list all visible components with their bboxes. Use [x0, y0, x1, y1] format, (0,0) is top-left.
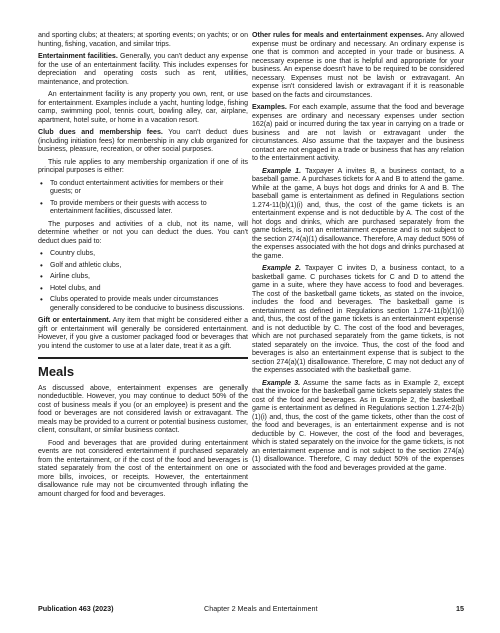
club-rule-paragraph: This rule applies to any membership organization if one of its principal purposes is either:	[38, 158, 248, 174]
gift-or-entertainment-text: Any item that might be considered either a gift or entertainment will generally be considered entertainment. However, if you give a customer packaged food or beverages that you intend the customer to use at a later date, treat it as a gift.	[38, 317, 248, 350]
section-divider	[38, 357, 248, 359]
club-purposes-paragraph: The purposes and activities of a club, not its name, will determine whether or not you can deduct the dues. You can't deduct dues paid to:	[38, 220, 248, 245]
left-column	[38, 32, 248, 503]
meals-section-title: Meals	[38, 363, 75, 379]
entertainment-facility-definition: An entertainment facility is any property you own, rent, or use for entertainment. Examples include a yacht, hunting lodge, fishing camp, swimming pool, tennis court, bowling alley, car, airplane, apartment, hotel suite, or home in a vacation resort.	[38, 91, 248, 124]
example-1-paragraph	[252, 168, 464, 262]
list-item: • Country clubs,	[38, 250, 248, 259]
list-item: • Golf and athletic clubs,	[38, 262, 248, 271]
chapter-label: Chapter 2 Meals and Entertainment	[204, 604, 318, 613]
example-3-label: Example 3.	[262, 379, 301, 387]
club-dues-text: You can't deduct dues (including initiation fees) for membership in any club organized for business, pleasure, recreation, or other social purposes.	[38, 129, 248, 153]
list-item: • To conduct entertainment activities for members or their guests; or	[38, 180, 248, 197]
meals-paragraph-2: Food and beverages that are provided during entertainment events are not considered entertainment if purchased separately from the entertainment, or if the cost of the food and beverages is stated separately from the cost of the entertainment on one or more bills, invoices, or receipts. However, the entertainment disallowance rule may not be circumvented through inflating the amount charged for food and beverages.	[38, 439, 248, 498]
other-rules-text: Any allowed expense must be ordinary and necessary. An ordinary expense is one that is common and accepted in your trade or business. A necessary expense is one that is helpful and appropriate for your business. An expense doesn't have to be required to be considered necessary. Expenses must not be lavish or extravagant. An expense isn't considered lavish or extravagant if it is reasonable based on the facts and circumstances.	[252, 32, 464, 99]
publication-label: Publication 463 (2023)	[38, 604, 114, 613]
club-dues-heading: Club dues and membership fees.	[38, 129, 163, 136]
example-2-text: Taxpayer C invites D, a business contact, to a basketball game. C purchases tickets for C and D to attend the game in a suite, where they have access to food and beverages. The cost of the basketball game tickets, as stated on the invoice, includes the food and beverages. The basketball game is entertainment as defined in Regulations section 1.274-11(b)(1)(i) and, thus, the cost of the game tickets is an entertainment expense and is not deductible by C. The cost of the food and beverages, which are not purchased separately from the game tickets, is not stated separately on the invoice. Thus, the cost of the food and beverages is also an entertainment expense that is subject to the section 274(a)(1) disallowance. Therefore, C may not deduct any of the expenses associated with the basketball game.	[252, 265, 464, 374]
example-3-paragraph	[252, 380, 464, 474]
club-purpose-list	[38, 180, 248, 217]
example-2-label: Example 2.	[262, 265, 301, 272]
example-2-paragraph	[252, 265, 464, 376]
right-column	[252, 32, 464, 477]
example-3-text: Assume the same facts as in Example 2, except that the invoice for the basketball game tickets separately states the cost of the food and beverages. As in Example 2, the basketball game is entertainment as defined in Regulations section 1.274-2(b)(1)(i) and, thus, the cost of the game tickets, other than the cost of the food and beverages, is an entertainment expense and is not deductible by C. However, the cost of the food and beverages, which is stated separately on the invoice for the game tickets, is not an entertainment expense and is not subject to the section 274(a)(1) disallowance. Therefore, C may deduct 50% of the expenses associated with the food and beverages provided at the game.	[252, 379, 464, 472]
example-1-label: Example 1.	[262, 167, 302, 175]
list-item: • Clubs operated to provide meals under circumstances generally considered to be conducive to business discussions.	[38, 296, 248, 313]
examples-paragraph	[252, 104, 464, 164]
page-number: 15	[456, 604, 464, 613]
entertainment-facilities-heading: Entertainment facilities.	[38, 53, 118, 60]
entertainment-facilities-paragraph	[38, 53, 248, 87]
examples-text: For each example, assume that the food and beverage expenses are ordinary and necessary expenses under section 162(a) paid or incurred during the tax year in carrying on a trade or business and are not lavish or extravagant under the circumstances. Also assume that the taxpayer and the business contact are not engaged in a trade or business that has any relation to the entertainment activity.	[252, 104, 464, 162]
club-dues-paragraph	[38, 129, 248, 155]
list-item: • To provide members or their guests with access to entertainment facilities, discussed later.	[38, 200, 248, 217]
other-rules-paragraph	[252, 32, 464, 100]
gift-or-entertainment-paragraph	[38, 317, 248, 351]
continued-paragraph: and sporting clubs; at theaters; at sporting events; on yachts; or on hunting, fishing, vacation, and similar trips.	[38, 32, 248, 48]
other-rules-heading: Other rules for meals and entertainment expenses.	[252, 32, 424, 39]
meals-paragraph-1: As discussed above, entertainment expenses are generally nondeductible. However, you may continue to deduct 50% of the cost of business meals if you (or an employee) is present and the food or beverages are not considered lavish or extravagant. The meals may be provided to a current or potential business customer, client, consultant, or similar business contact.	[38, 384, 248, 434]
examples-heading: Examples.	[252, 104, 287, 111]
club-type-list	[38, 250, 248, 313]
gift-or-entertainment-heading: Gift or entertainment.	[38, 317, 111, 324]
list-item: • Airline clubs,	[38, 273, 248, 282]
list-item: • Hotel clubs, and	[38, 285, 248, 294]
entertainment-facilities-text: Generally, you can't deduct any expense for the use of an entertainment facility. This includes expenses for depreciation and operating costs such as rent, utilities, maintenance, and protection.	[38, 53, 248, 86]
example-1-text: Taxpayer A invites B, a business contact, to a baseball game. A purchases tickets for A and B to attend the game. While at the game, A buys hot dogs and drinks for A and B. The baseball game is entertainment as defined in Regulations section 1.274-11(b)(1)(i) and, thus, the cost of the game tickets is an entertainment expense and is not deductible by A. The cost of the hot dogs and drinks, which are purchased separately from the game tickets, is not an entertainment expense and is not subject to the section 274(a)(1) disallowance. Therefore, A may deduct 50% of the expenses associated with the hot dogs and drinks purchased at the game.	[252, 167, 464, 260]
